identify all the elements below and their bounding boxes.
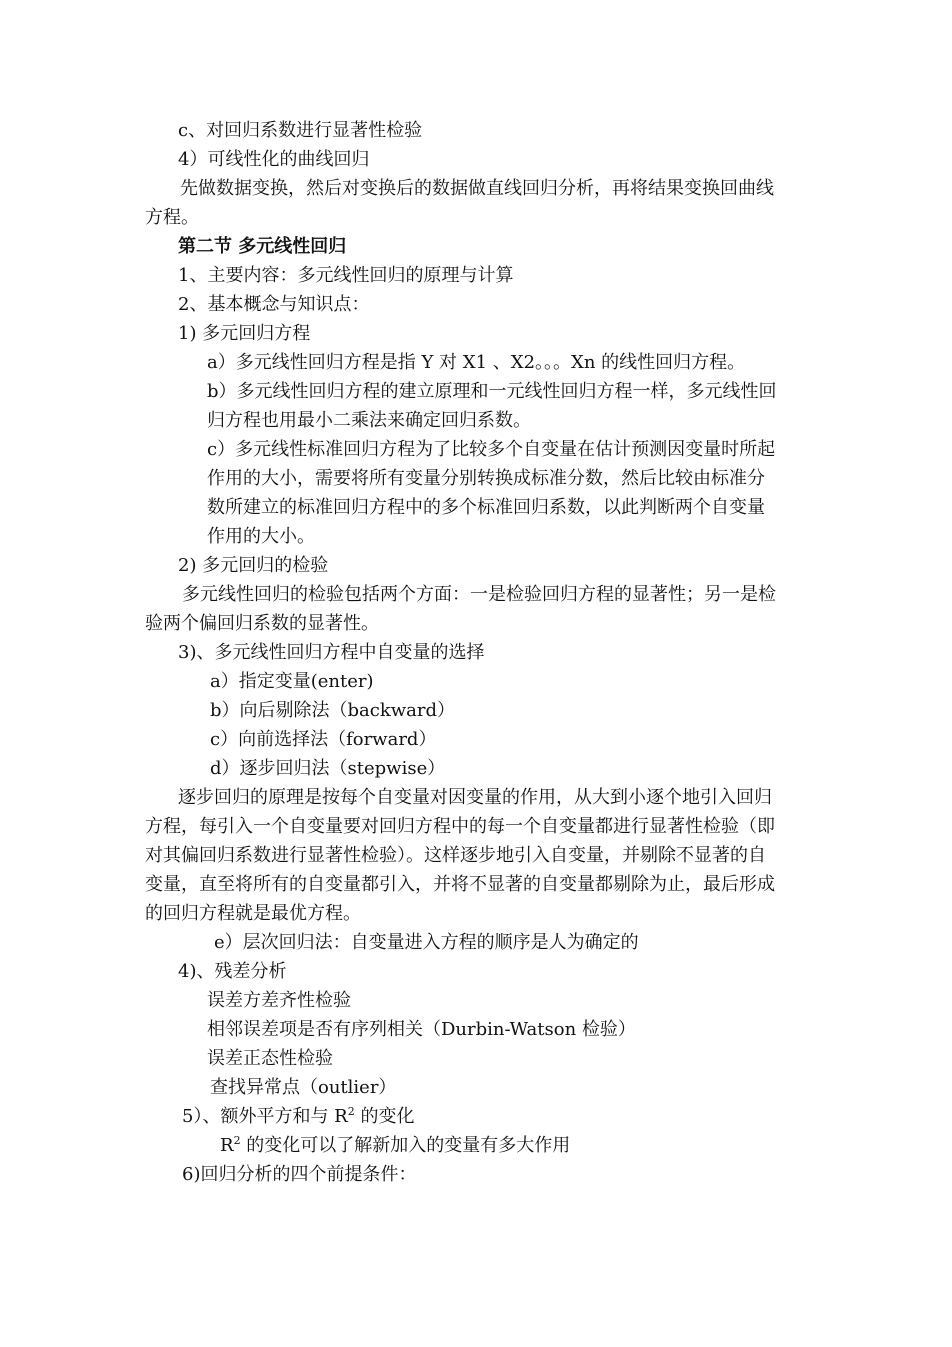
text-line: 误差正态性检验 — [207, 1048, 333, 1069]
text-line: 方程。 — [145, 207, 199, 228]
text-run: 的变化 — [354, 1106, 415, 1127]
text-line: 对其偏回归系数进行显著性检验）。这样逐步地引入自变量，并剔除不显著的自 — [145, 845, 766, 866]
text-line: 多元线性回归的检验包括两个方面：一是检验回归方程的显著性；另一是检 — [182, 584, 776, 605]
text-line: c）多元线性标准回归方程为了比较多个自变量在估计预测因变量时所起 — [207, 439, 776, 460]
text-line: 6)回归分析的四个前提条件： — [182, 1164, 417, 1185]
text-line — [182, 1102, 414, 1131]
text-line: 的回归方程就是最优方程。 — [145, 903, 361, 924]
text-line: 3)、多元线性回归方程中自变量的选择 — [178, 642, 485, 663]
text-line: 相邻误差项是否有序列相关（Durbin-Watson 检验） — [207, 1019, 636, 1040]
text-line: 2、基本概念与知识点： — [178, 294, 370, 315]
text-run: 的变化可以了解新加入的变量有多大作用 — [240, 1135, 571, 1156]
text-line: a）多元线性回归方程是指 Y 对 X1 、X2。。。Xn 的线性回归方程。 — [207, 352, 746, 373]
text-line: 变量，直至将所有的自变量都引入，并将不显著的自变量都剔除为止，最后形成 — [145, 874, 775, 895]
text-line: e）层次回归法：自变量进入方程的顺序是人为确定的 — [214, 932, 639, 953]
superscript: 2 — [347, 1105, 355, 1118]
text-line: 1、主要内容：多元线性回归的原理与计算 — [178, 265, 514, 286]
text-line: 1) 多元回归方程 — [178, 323, 311, 344]
superscript: 2 — [233, 1134, 241, 1147]
text-line: 4)、残差分析 — [178, 961, 287, 982]
text-line: b）向后剔除法（backward） — [210, 700, 456, 721]
text-run: R — [220, 1135, 234, 1156]
text-line: 作用的大小。 — [207, 526, 315, 547]
text-line: 逐步回归的原理是按每个自变量对因变量的作用，从大到小逐个地引入回归 — [178, 787, 772, 808]
section-heading: 第二节 多元线性回归 — [178, 236, 347, 257]
text-line: c）向前选择法（forward） — [210, 729, 437, 750]
text-line: 4）可线性化的曲线回归 — [178, 149, 370, 170]
text-line: 2) 多元回归的检验 — [178, 555, 329, 576]
text-line: 误差方差齐性检验 — [207, 990, 351, 1011]
text-line: 方程，每引入一个自变量要对回归方程中的每一个自变量都进行显著性检验（即 — [145, 816, 775, 837]
text-line: 数所建立的标准回归方程中的多个标准回归系数，以此判断两个自变量 — [207, 497, 765, 518]
text-line: c、对回归系数进行显著性检验 — [178, 120, 423, 141]
text-line: d）逐步回归法（stepwise） — [210, 758, 446, 779]
text-run: 5）、额外平方和与 R — [182, 1106, 348, 1127]
text-line: a）指定变量(enter) — [210, 671, 374, 692]
text-line: 归方程也用最小二乘法来确定回归系数。 — [207, 410, 531, 431]
text-line: 查找异常点（outlier） — [210, 1077, 397, 1098]
text-line: 先做数据变换，然后对变换后的数据做直线回归分析，再将结果变换回曲线 — [180, 178, 774, 199]
text-line: 作用的大小，需要将所有变量分别转换成标准分数，然后比较由标准分 — [207, 468, 765, 489]
text-line — [220, 1131, 570, 1160]
text-line: 验两个偏回归系数的显著性。 — [145, 613, 379, 634]
text-line: b）多元线性回归方程的建立原理和一元线性回归方程一样，多元线性回 — [207, 381, 777, 402]
